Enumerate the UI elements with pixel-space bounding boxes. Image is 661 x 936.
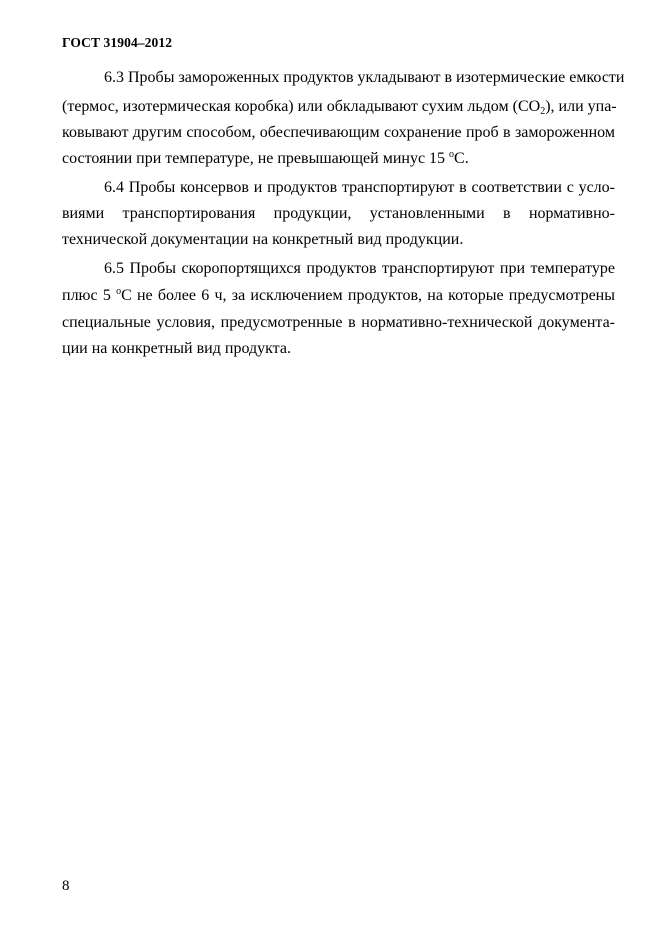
subscript: 2 [540,106,546,117]
paragraph-line: 6.3 Пробы замороженных продуктов укладывают в изотермические емкости [104,69,625,86]
paragraph-line: виями транспортирования продукции, установленными в нормативно- [62,205,615,222]
text-fragment: C. [454,150,469,167]
paragraph-line: ции на конкретный вид продукта. [62,340,291,357]
superscript-degree: o [116,286,122,297]
paragraph-line [62,97,615,117]
paragraph-line: технической документации на конкретный вид продукции. [62,231,464,248]
text-fragment: плюс 5 [62,287,117,304]
paragraph-line: специальные условия, предусмотренные в нормативно-технической документа- [62,314,615,331]
text-fragment: состоянии при температуре, не превышающей минус 15 [62,150,450,167]
paragraph-line: ковывают другим способом, обеспечивающим сохранение проб в замороженном [62,124,615,141]
page-number: 8 [62,878,70,894]
text-fragment: (термос, изотермическая коробка) или обкладывают сухим льдом (CO [62,98,541,115]
paragraph-line: 6.4 Пробы консервов и продуктов транспортируют в соответствии с усло- [104,179,615,196]
paragraph-line [62,286,615,306]
document-code-header: ГОСТ 31904–2012 [62,35,173,50]
text-fragment: ), или упа- [545,98,617,115]
superscript-degree: o [449,149,455,160]
paragraph-line: 6.5 Пробы скоропортящихся продуктов транспортируют при температуре [104,260,615,277]
text-fragment: C не более 6 ч, за исключением продуктов, на которые предусмотрены [121,287,615,304]
paragraph-line [62,149,615,169]
